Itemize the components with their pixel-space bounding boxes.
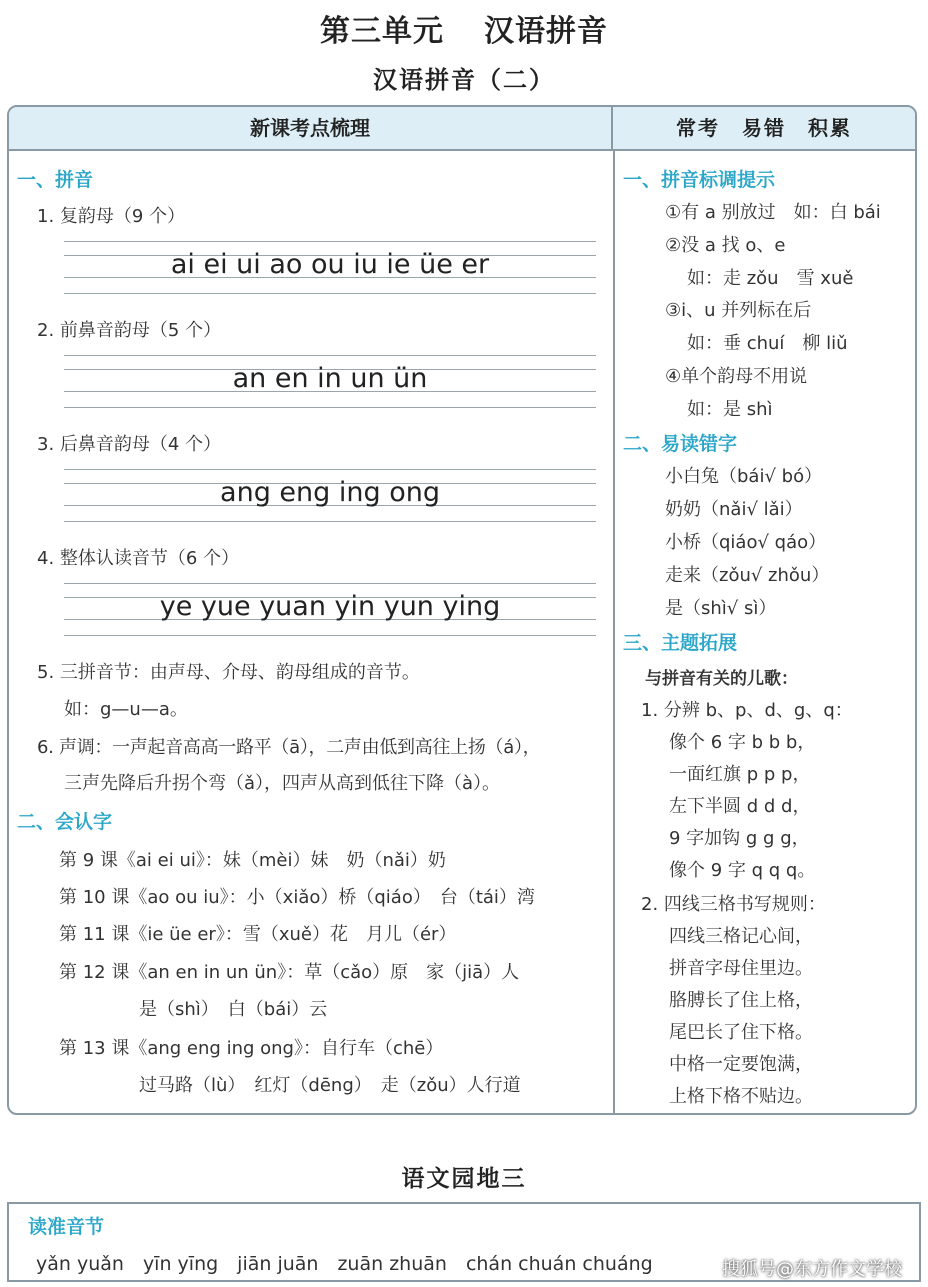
song-heading: 与拼音有关的儿歌： xyxy=(645,669,798,689)
song-2-line: 胳膊长了住上格， xyxy=(669,990,813,1011)
watermark: 搜狐号@东方作文学校 xyxy=(722,1259,902,1280)
unit-title: 第三单元 xyxy=(320,14,444,49)
tone-tip-3: ③i、u 并列标在后 xyxy=(665,300,812,321)
three-part-example: 如：g—u—a。 xyxy=(64,699,188,720)
song-2-line: 拼音字母住里边。 xyxy=(669,958,813,979)
song-1-line: 9 字加钩 g g g， xyxy=(669,828,810,849)
section-pinyin: 一、拼音 xyxy=(17,169,94,191)
misread-4: 走来（zǒu√ zhǒu） xyxy=(665,565,830,586)
song-1-line: 像个 6 字 b b b， xyxy=(669,732,816,753)
tones-continued: 三声先降后升拐个弯（ǎ），四声从高到低往下降（à）。 xyxy=(64,773,501,794)
section-theme-extension: 三、主题拓展 xyxy=(623,632,738,654)
song-2-line: 尾巴长了住下格。 xyxy=(669,1022,813,1043)
compound-finals-pinyin: ai ei ui ao ou iu ie üe er xyxy=(170,249,490,280)
column-divider xyxy=(613,151,615,1115)
song-1-line: 一面红旗 p p p， xyxy=(669,764,811,785)
lesson-12-chars: 第 12 课《an en in un ün》：草（cǎo）原 家（jiā）人 xyxy=(59,962,520,983)
lesson-10-chars: 第 10 课《ao ou iu》：小（xiǎo）桥（qiáo） 台（tái）湾 xyxy=(59,887,535,908)
song-1-line: 像个 9 字 q q q。 xyxy=(669,860,816,881)
read-syllables-title: 读准音节 xyxy=(28,1216,105,1238)
page-subtitle: 汉语拼音（二） xyxy=(373,66,555,94)
back-nasal-pinyin: ang eng ing ong xyxy=(220,477,440,508)
item-tones: 6. 声调：一声起音高高一路平（ā），二声由低到高往上扬（á）， xyxy=(37,737,541,758)
song-1-line: 左下半圆 d d d， xyxy=(669,796,811,817)
section-title-yuwen-garden: 语文园地三 xyxy=(401,1166,527,1192)
tone-tip-4-example: 如：是 shì xyxy=(687,399,773,420)
lesson-9-chars: 第 9 课《ai ei ui》：妹（mèi）妹 奶（nǎi）奶 xyxy=(59,850,446,871)
summary-table xyxy=(7,105,917,1115)
page-title xyxy=(0,6,928,50)
tone-tip-2: ②没 a 找 o、e xyxy=(665,235,786,256)
right-column-header: 常考 易错 积累 xyxy=(613,107,915,151)
section-tone-marking-tips: 一、拼音标调提示 xyxy=(623,169,776,191)
item-back-nasal: 3. 后鼻音韵母（4 个） xyxy=(37,434,222,455)
song-2-line: 上格下格不贴边。 xyxy=(669,1086,813,1107)
lesson-12-chars-cont: 是（shì） 白（bái）云 xyxy=(139,999,328,1020)
left-column-header: 新课考点梳理 xyxy=(9,107,613,151)
lesson-13-chars-cont: 过马路（lù） 红灯（dēng） 走（zǒu）人行道 xyxy=(139,1075,521,1096)
song-2-line: 四线三格记心间， xyxy=(669,926,813,947)
song-1-title: 1. 分辨 b、p、d、g、q： xyxy=(641,700,853,721)
unit-topic: 汉语拼音 xyxy=(484,14,608,49)
lesson-13-chars: 第 13 课《ang eng ing ong》：自行车（chē） xyxy=(59,1038,444,1059)
item-three-part-syllable: 5. 三拼音节：由声母、介母、韵母组成的音节。 xyxy=(37,662,420,683)
lesson-11-chars: 第 11 课《ie üe er》：雪（xuě）花 月儿（ér） xyxy=(59,924,457,945)
section-misread-chars: 二、易读错字 xyxy=(623,433,738,455)
misread-5: 是（shì√ sì） xyxy=(665,598,777,619)
song-2-title: 2. 四线三格书写规则： xyxy=(641,894,826,915)
misread-3: 小桥（qiáo√ qáo） xyxy=(665,532,827,553)
tone-tip-2-example: 如：走 zǒu 雪 xuě xyxy=(687,268,854,289)
misread-2: 奶奶（nǎi√ lǎi） xyxy=(665,499,803,520)
tone-tip-1: ①有 a 别放过 如：白 bái xyxy=(665,202,881,223)
read-syllables-list: yǎn yuǎn yīn yīng jiān juān zuān zhuān chán chuán chuáng xyxy=(36,1253,653,1275)
item-front-nasal: 2. 前鼻音韵母（5 个） xyxy=(37,320,222,341)
whole-syllables-pinyin: ye yue yuan yin yun ying xyxy=(159,591,501,622)
tone-tip-3-example: 如：垂 chuí 柳 liǔ xyxy=(687,333,848,354)
front-nasal-pinyin: an en in un ün xyxy=(232,363,428,394)
item-whole-syllables: 4. 整体认读音节（6 个） xyxy=(37,548,240,569)
song-2-line: 中格一定要饱满， xyxy=(669,1054,813,1075)
section-recognize-chars: 二、会认字 xyxy=(17,811,113,833)
item-compound-finals: 1. 复韵母（9 个） xyxy=(37,206,186,227)
tone-tip-4: ④单个韵母不用说 xyxy=(665,366,808,387)
misread-1: 小白兔（bái√ bó） xyxy=(665,466,823,487)
